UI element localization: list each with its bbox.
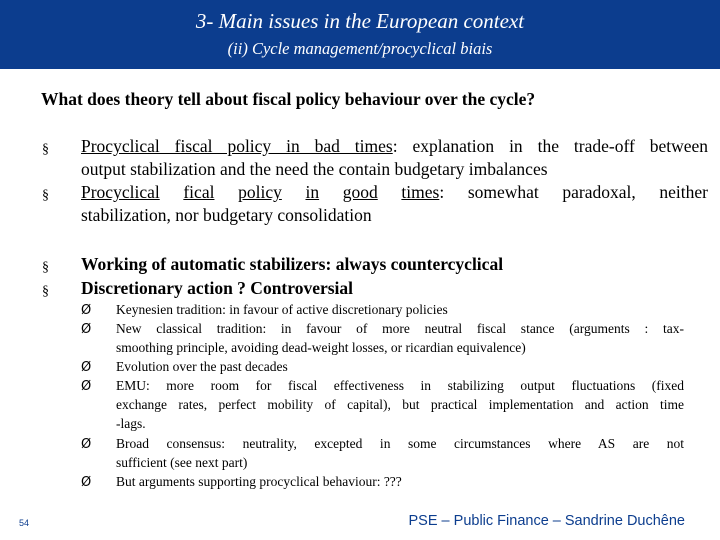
- subpoint-5-line-1: Broad consensus: neutrality, excepted in some circumstances where AS are not: [116, 436, 684, 451]
- subpoint-6: But arguments supporting procyclical behaviour: ???: [116, 474, 402, 489]
- subpoint-1: Keynesien tradition: in favour of active discretionary policies: [116, 302, 448, 317]
- point-2-line-2: stabilization, nor budgetary consolidation: [81, 205, 372, 225]
- subpoint-2-line-2: smoothing principle, avoiding dead-weight losses, or ricardian equivalence): [116, 340, 526, 355]
- subpoint-4-line-1: EMU: more room for fiscal effectiveness in stabilizing output fluctuations (fixed: [116, 378, 684, 393]
- point-4: Discretionary action ? Controversial: [81, 278, 354, 298]
- slide-header: [0, 0, 720, 69]
- point-2-word: in: [305, 182, 320, 202]
- slide-title: 3- Main issues in the European context: [195, 9, 525, 33]
- arrow-icon: Ø: [81, 437, 92, 452]
- point-3: Working of automatic stabilizers: always countercyclical: [81, 254, 504, 274]
- subpoint-4-line-2: exchange rates, perfect mobility of capital), but practical implementation and action time: [116, 397, 684, 412]
- point-2-word: fical: [183, 182, 215, 202]
- subpoint-4-line-3: -lags.: [116, 416, 146, 431]
- point-1-underlined: Procyclical fiscal policy in bad times: [81, 136, 393, 156]
- arrow-icon: Ø: [81, 475, 92, 490]
- footer-text: PSE – Public Finance – Sandrine Duchêne: [408, 513, 685, 529]
- point-2-word: good: [342, 182, 378, 202]
- point-2-word: Procyclical: [81, 182, 160, 202]
- page-number: 54: [19, 518, 30, 528]
- subpoint-5-line-2: sufficient (see next part): [116, 455, 248, 470]
- bullet-marker: §: [42, 284, 49, 299]
- point-2-line-1: [81, 182, 708, 203]
- point-2-word: policy: [238, 182, 282, 202]
- arrow-icon: Ø: [81, 379, 92, 394]
- point-1-rest: : explanation in the trade-off between: [392, 136, 708, 156]
- bullet-marker: §: [42, 188, 49, 203]
- arrow-icon: Ø: [81, 360, 92, 375]
- arrow-icon: Ø: [81, 322, 92, 337]
- point-1-line-1: [81, 136, 708, 157]
- bullet-marker: §: [42, 142, 49, 157]
- point-2-word: times: [401, 182, 440, 202]
- bullet-marker: §: [42, 260, 49, 275]
- subpoint-2-line-1: New classical tradition: in favour of more neutral fiscal stance (arguments : tax-: [116, 321, 684, 336]
- point-2-rest: : somewhat paradoxal, neither: [439, 182, 709, 202]
- slide-subtitle: (ii) Cycle management/procyclical biais: [227, 39, 493, 58]
- arrow-icon: Ø: [81, 303, 92, 318]
- section-question: What does theory tell about fiscal policy behaviour over the cycle?: [41, 89, 536, 109]
- point-1-line-2: output stabilization and the need the contain budgetary imbalances: [81, 159, 548, 179]
- subpoint-3: Evolution over the past decades: [116, 359, 288, 374]
